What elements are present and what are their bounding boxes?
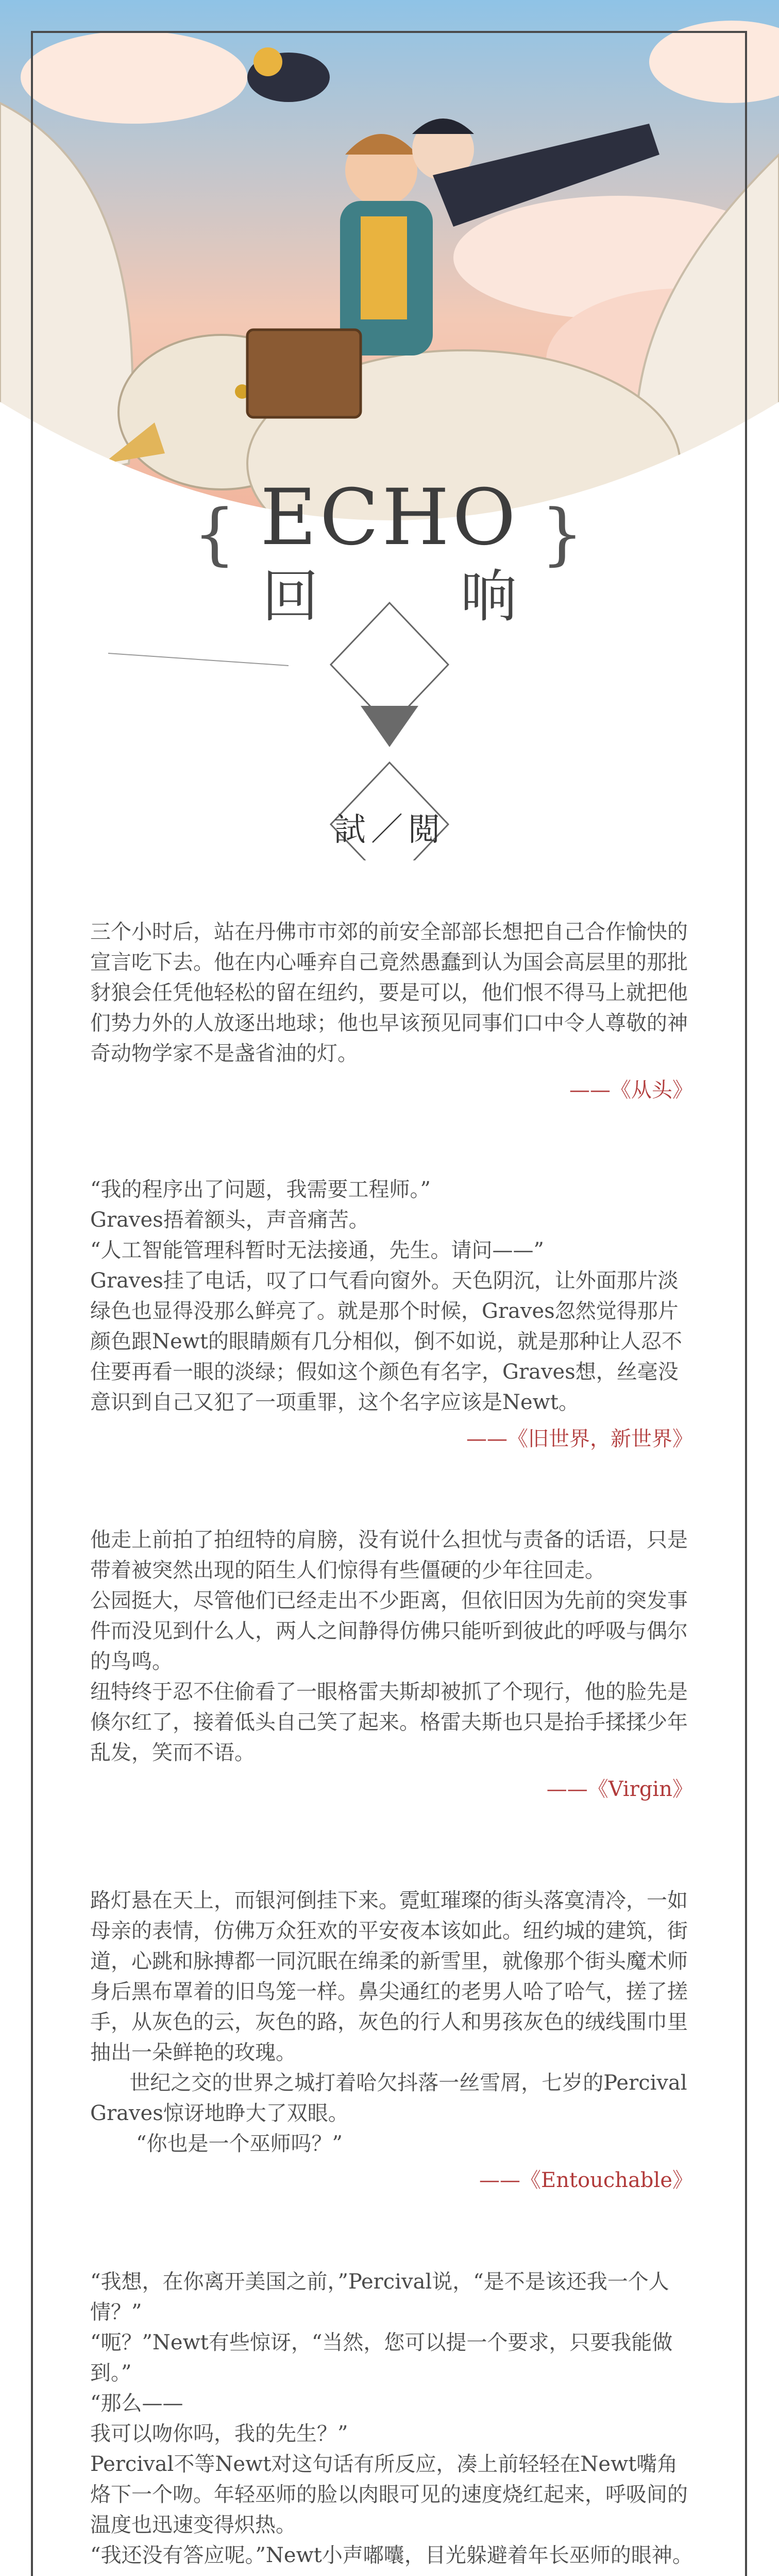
title-main: ECHO [260,473,519,563]
excerpt-paragraph: “我的程序出了问题，我需要工程师。” [90,1178,431,1201]
excerpt-paragraph: 路灯悬在天上，而银河倒挂下来。霓虹璀璨的街头落寞清冷，一如母亲的表情，仿佛万众狂欢的平安夜本该如此。纽约城的建筑，街道，心跳和脉搏都一同沉眠在绵柔的新雪里，就像那个街头魔术师身后黑布罩着的旧鸟笼一样。鼻尖通红的老男人哈了哈气，搓了搓手，从灰色的云，灰色的路，灰色的行人和男孩灰色的绒线围巾里抽出一朵鲜艳的玫瑰。 [90,1889,688,2064]
excerpt-2 [90,1175,693,1454]
excerpt-paragraph: “我还没有答应呢。”Newt小声嘟囔，目光躲避着年长巫师的眼神。 [90,2544,693,2567]
excerpt-paragraph: “人工智能管理科暂时无法接通，先生。请问——” [90,1239,544,1262]
title-brace-right: } [541,495,584,573]
excerpt-5 [90,2267,693,2576]
excerpt-source: ——《Entouchable》 [479,2168,693,2192]
excerpt-paragraph: Graves挂了电话，叹了口气看向窗外。天色阴沉，让外面那片淡绿色也显得没那么鲜亮了。就是那个时候，Graves忽然觉得那片颜色跟Newt的眼睛颇有几分相似，倒不如说，就是那种让人忍不住要再看一眼的淡绿；假如这个颜色有名字，Graves想，丝毫没意识到自己又犯了一项重罪，这个名字应该是Newt。 [90,1269,682,1414]
excerpt-paragraph: 公园挺大，尽管他们已经走出不少距离，但依旧因为先前的突发事件而没见到什么人，两人之间静得仿佛只能听到彼此的呼吸与偶尔的鸟鸣。 [90,1589,688,1673]
excerpt-paragraph: Percival不等Newt对这句话有所反应，凑上前轻轻在Newt嘴角烙下一个吻。年轻巫师的脸以肉眼可见的速度烧红起来，呼吸间的温度也迅速变得炽热。 [90,2452,688,2537]
excerpt-source: ——《旧世界，新世界》 [466,1427,693,1451]
triangle-ornament-icon [361,706,418,747]
excerpt-paragraph: 纽特终于忍不住偷看了一眼格雷夫斯却被抓了个现行，他的脸先是倏尔红了，接着低头自己笑了起来。格雷夫斯也只是抬手揉揉少年乱发，笑而不语。 [90,1680,688,1765]
excerpt-source: ——《Virgin》 [546,1777,693,1801]
excerpt-paragraph: 三个小时后，站在丹佛市市郊的前安全部部长想把自己合作愉快的宣言吃下去。他在内心唾弃自己竟然愚蠢到认为国会高层里的那批豺狼会任凭他轻松的留在纽约，要是可以，他们恨不得马上就把他们势力外的人放逐出地球；他也早该预见同事们口中令人尊敬的神奇动物学家不是盏省油的灯。 [90,920,688,1065]
excerpt-paragraph: 我可以吻你吗，我的先生？” [90,2422,348,2446]
author-label: 試／閲 [333,810,445,848]
excerpt-paragraph: 世纪之交的世界之城打着哈欠抖落一丝雪屑，七岁的Percival Graves惊讶地睁大了双眼。 [90,2071,694,2125]
excerpt-paragraph: Graves捂着额头，声音痛苦。 [90,1208,369,1232]
excerpt-source: ——《从头》 [569,1078,693,1102]
title-brace-left: { [193,495,236,573]
excerpt-paragraph: “那么—— [90,2392,183,2415]
excerpt-paragraph: “我想，在你离开美国之前，”Percival说，“是不是该还我一个人情？” [90,2270,669,2324]
excerpt-paragraph: “呃？”Newt有些惊讶，“当然，您可以提一个要求，只要我能做到。” [90,2331,673,2385]
excerpt-1 [90,917,693,1106]
excerpt-paragraph: “你也是一个巫师吗？” [90,2132,343,2156]
excerpt-paragraph: 他走上前拍了拍纽特的肩膀，没有说什么担忧与责备的话语，只是带着被突然出现的陌生人们惊得有些僵硬的少年往回走。 [90,1528,688,1582]
title-chinese: 回 响 [262,564,579,630]
excerpt-4 [90,1886,693,2196]
excerpt-3 [90,1525,693,1805]
